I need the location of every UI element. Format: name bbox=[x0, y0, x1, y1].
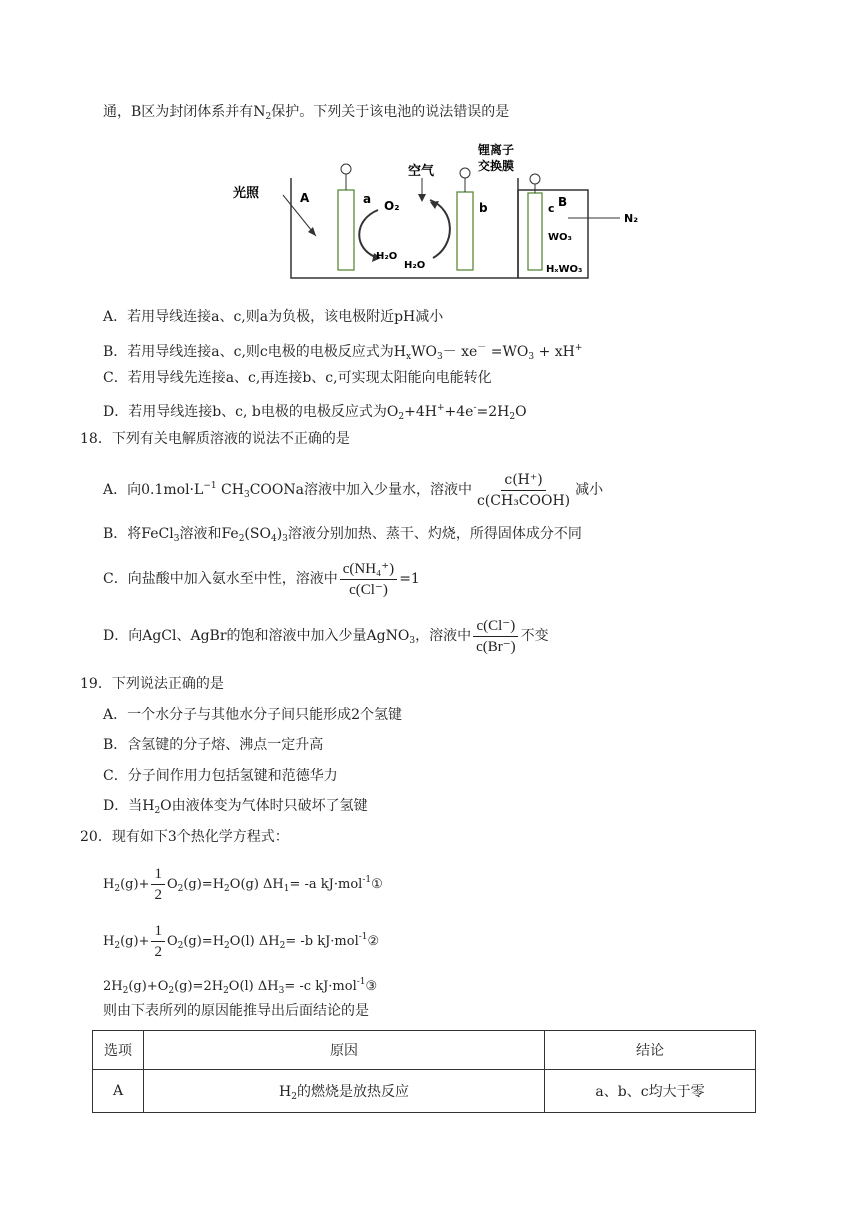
cell-option: A bbox=[93, 1070, 144, 1113]
label-wo3: WO₃ bbox=[548, 232, 572, 243]
options-table bbox=[92, 1030, 756, 1113]
q18-option-c: C．向盐酸中加入氨水至中性，溶液中 $\frac{\text{c(NH₄⁺)}}{c(Cl^-)}$ =1 bbox=[103, 560, 420, 598]
q17-option-a: A．若用导线连接a、c,则a为负极，该电极附近pH减小 bbox=[103, 309, 444, 325]
terminal-a bbox=[341, 164, 351, 174]
fraction: $\frac{1}{2}$ bbox=[151, 864, 165, 905]
q19-option-c: C．分子间作用力包括氢键和范德华力 bbox=[103, 768, 338, 784]
electrode-b bbox=[457, 192, 473, 270]
q19-option-d: D．当$H_2O$由液体变为气体时只破坏了氢键 bbox=[103, 798, 368, 816]
label-o2: O₂ bbox=[384, 199, 400, 213]
fraction: $\frac{c(Cl^-)}{c(Br^-)}$ bbox=[473, 616, 519, 657]
q20-equation-2: $H_2(g)+$ $\frac{1}{2}$ $O_2(g)=H_2O(l)$ $\Delta H_2= -b$ kJ·mol$^{-1}$② bbox=[103, 923, 380, 960]
label-membrane-2: 交换膜 bbox=[478, 159, 515, 173]
intro-line bbox=[103, 103, 509, 126]
q18-option-a: A．向$0.1mol\cdot L^{-1}$ $CH_3COONa$溶液中加入少量水，溶液中 $\frac{c(H^+)}{\text{c(CH₃COOH)}}$ 减小 bbox=[103, 471, 604, 509]
q20-lead: 则由下表所列的原因能推导出后面结论的是 bbox=[103, 1003, 369, 1019]
fraction: $\frac{1}{2}$ bbox=[151, 921, 165, 962]
label-light: 光照 bbox=[233, 186, 260, 201]
label-air: 空气 bbox=[408, 164, 435, 179]
q19-option-a: A．一个水分子与其他水分子间只能形成2个氢键 bbox=[103, 707, 403, 723]
fraction: $\frac{c(H^+)}{\text{c(CH₃COOH)}}$ bbox=[476, 471, 571, 509]
q18-title: 18．下列有关电解质溶液的说法不正确的是 bbox=[80, 431, 350, 447]
header-option: 选项 bbox=[93, 1031, 144, 1070]
q18-option-d: D．向AgCl、AgBr的饱和溶液中加入少量AgNO$_3$，溶液中 $\frac{c(Cl^-)}{c(Br^-)}$ 不变 bbox=[103, 617, 549, 655]
header-conclusion: 结论 bbox=[545, 1031, 756, 1070]
table-row bbox=[93, 1070, 756, 1113]
electrode-c bbox=[528, 193, 542, 270]
cell-conclusion: a、b、c均大于零 bbox=[545, 1070, 756, 1113]
intro-text: 通，B区为封闭体系并有N bbox=[103, 104, 266, 120]
terminal-c bbox=[530, 174, 540, 184]
label-zone-a: A bbox=[300, 191, 310, 205]
fraction: $\frac{\text{c(NH₄⁺)}}{c(Cl^-)}$ bbox=[340, 559, 397, 600]
cell-reason: $H_2$的燃烧是放热反应 bbox=[144, 1070, 545, 1113]
q18-option-b: B．将FeCl$_3$溶液和$Fe_2(SO_4)_3$溶液分别加热、蒸干、灼烧，所得固体成分不同 bbox=[103, 526, 582, 544]
label-h2o-left: H₂O bbox=[376, 251, 398, 262]
label-zone-b: B bbox=[558, 195, 568, 209]
table-header-row bbox=[93, 1031, 756, 1070]
header-reason: 原因 bbox=[144, 1031, 545, 1070]
label-a: a bbox=[363, 192, 372, 206]
label-hxwo3: HₓWO₃ bbox=[546, 264, 583, 275]
label-b: b bbox=[479, 201, 488, 215]
q17-option-d: D．若用导线连接b、c, b电极的电极反应式为$O_2+4H^++4e^-=2H_2O$ bbox=[103, 403, 527, 422]
q20-equation-1: $H_2(g)+$ $\frac{1}{2}$ $O_2(g)=H_2O(g)$ $\Delta H_1= -a$ kJ·mol$^{-1}$① bbox=[103, 866, 383, 903]
q19-title: 19．下列说法正确的是 bbox=[80, 676, 224, 692]
q20-title: 20．现有如下3个热化学方程式： bbox=[80, 829, 289, 845]
q19-option-b: B．含氢键的分子熔、沸点一定升高 bbox=[103, 737, 324, 753]
battery-diagram bbox=[228, 140, 639, 282]
subscript: 2 bbox=[265, 112, 272, 122]
label-membrane-1: 锂离子 bbox=[478, 143, 515, 157]
q17-option-b: B．若用导线连接a、c,则c电极的电极反应式为$H_xWO_3- xe^- =WO_3 + xH^+$ bbox=[103, 343, 583, 362]
q20-equation-3: $2H_2(g)+O_2(g)=2H_2O(l)$ $\Delta H_3= -c$ kJ·mol$^{-1}$③ bbox=[103, 977, 378, 996]
label-c: c bbox=[548, 202, 555, 215]
electrode-a bbox=[338, 190, 354, 270]
label-h2o-right: H₂O bbox=[404, 260, 426, 271]
terminal-b bbox=[460, 168, 470, 178]
intro-text-end: 保护。下列关于该电池的说法错误的是 bbox=[271, 104, 510, 120]
cycle-arrow-right bbox=[430, 200, 450, 258]
q17-option-c: C．若用导线先连接a、c,再连接b、c,可实现太阳能向电能转化 bbox=[103, 370, 492, 386]
label-n2: N₂ bbox=[624, 212, 639, 225]
